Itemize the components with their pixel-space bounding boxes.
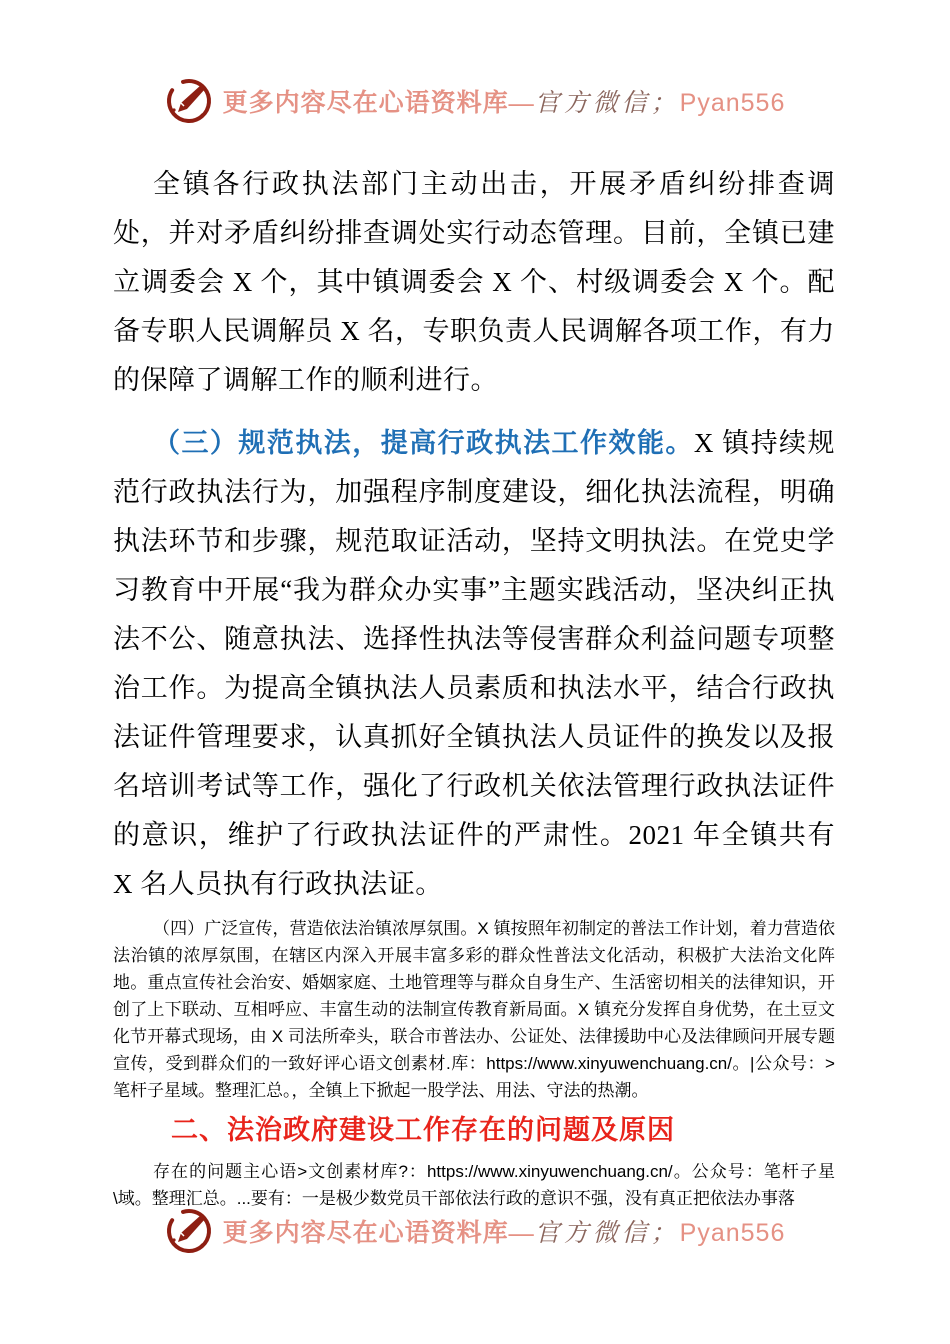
watermark-wechat-label: 官方微信； (534, 1220, 680, 1247)
subsection-3-body: X 镇持续规范行政执法行为，加强程序制度建设，细化执法流程，明确执法环节和步骤，规范取证活动，坚持文明执法。在党史学习教育中开展“我为群众办实事”主题实践活动，坚决纠正执法不公、随意执法、选择性执法等侵害群众利益问题专项整治工作。为提高全镇执法人员素质和执法水平，结合行政执法证件管理要求，认真抓好全镇执法人员证件的换发以及报名培训考试等工作，强化了行政机关依法管理行政执法证件的意识，维护了行政执法证件的严肃性。2021 年全镇共有 X 名人员执有行政执法证。 (113, 428, 836, 899)
watermark-wechat-id: Pyan556 (679, 89, 786, 117)
section-2-heading: 二、法治政府建设工作存在的问题及原因 (171, 1115, 675, 1145)
pen-nib-logo-icon (165, 77, 213, 125)
watermark-main-text: 更多内容尽在心语资料库 (222, 90, 509, 117)
header-watermark (0, 76, 950, 126)
document-body (0, 160, 950, 1212)
subsection-3-lead: （三）规范执法，提高行政执法工作效能。 (153, 428, 694, 458)
paragraph-publicity: （四）广泛宣传，营造依法治镇浓厚氛围。X 镇按照年初制定的普法工作计划，着力营造依法治镇的浓厚氛围，在辖区内深入开展丰富多彩的群众性普法文化活动，积极扩大法治文化阵地。重点宣传社会治安、婚姻家庭、土地管理等与群众自身生产、生活密切相关的法律知识，开创了上下联动、互相呼应、丰富生动的法制宣传教育新局面。X 镇充分发挥自身优势，在土豆文化节开幕式现场，由 X 司法所牵头，联合市普法办、公证处、法律援助中心及法律顾问开展专题宣传，受到群众们的一致好评心语文创素材.库：https://www.xinyuwenchuang.cn/。|公众号：>笔杆子星域。整理汇总。，全镇上下掀起一股学法、用法、守法的热潮。 (113, 919, 835, 1100)
watermark-text (223, 1213, 786, 1249)
paragraph-law-enforcement (113, 419, 835, 909)
watermark-text (223, 83, 786, 119)
watermark-main-text: 更多内容尽在心语资料库 (222, 1220, 509, 1247)
pen-nib-logo-icon (165, 1207, 213, 1255)
paragraph-mediation: 全镇各行政执法部门主动出击，开展矛盾纠纷排查调处，并对矛盾纠纷排查调处实行动态管理。目前，全镇已建立调委会 X 个，其中镇调委会 X 个、村级调委会 X 个。配备专职人民调解员 X 名，专职负责人民调解各项工作，有力的保障了调解工作的顺利进行。 (113, 169, 835, 395)
paragraph-problems: 存在的问题主心语>文创素材库?：https://www.xinyuwenchuang.cn/。公众号：笔杆子星\域。整理汇总。...要有：一是极少数党员干部依法行政的意识不强，没有真正把依法办事落 (113, 1162, 835, 1208)
watermark-dash: — (508, 90, 535, 117)
watermark-wechat-id: Pyan556 (679, 1219, 786, 1247)
footer-watermark (0, 1206, 950, 1256)
watermark-dash: — (508, 1220, 535, 1247)
watermark-wechat-label: 官方微信； (534, 90, 680, 117)
